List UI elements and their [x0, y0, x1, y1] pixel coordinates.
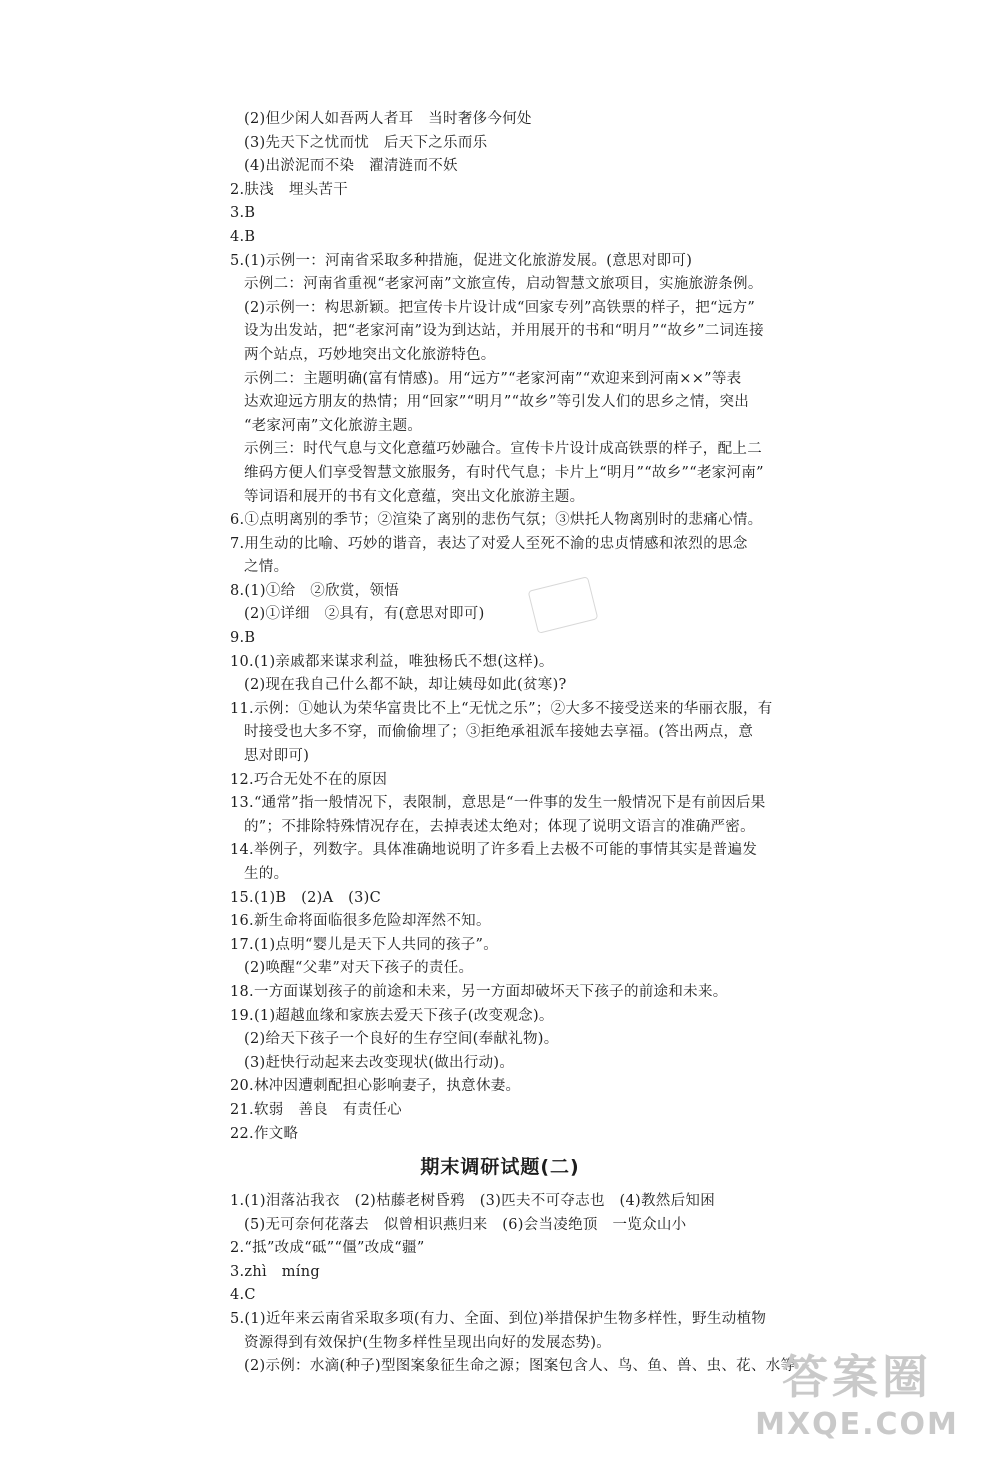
answer-line: 8.(1)①给 ②欣赏，领悟	[230, 582, 400, 599]
answer-line: 14.举例子，列数字。具体准确地说明了许多看上去极不可能的事情其实是普遍发	[230, 842, 758, 859]
answer-line: (3)先天下之忧而忧 后天下之乐而乐	[244, 134, 488, 151]
answer-line: 4.C	[230, 1287, 256, 1304]
answer-line: 6.①点明离别的季节；②渲染了离别的悲伤气氛；③烘托人物离别时的悲痛心情。	[230, 512, 763, 529]
answer-line: 19.(1)超越血缘和家族去爱天下孩子(改变观念)。	[230, 1007, 554, 1024]
answer-line: 生的。	[244, 866, 289, 882]
answer-line: (2)给天下孩子一个良好的生存空间(奉献礼物)。	[244, 1031, 559, 1048]
answer-line: 的”；不排除特殊情况存在，去掉表述太绝对；体现了说明文语言的准确严密。	[244, 818, 755, 835]
answer-line: 9.B	[230, 630, 256, 647]
answer-line: 21.软弱 善良 有责任心	[230, 1101, 402, 1118]
answer-line: 3.zhì míng	[230, 1263, 320, 1280]
answer-line: 1.(1)泪落沾我衣 (2)枯藤老树昏鸦 (3)匹夫不可夺志也 (4)教然后知困	[230, 1193, 715, 1209]
answer-line: 维码方便人们享受智慧文旅服务，有时代气息；卡片上“明月”“故乡”“老家河南”	[244, 464, 764, 481]
answer-line: 等词语和展开的书有文化意蕴，突出文化旅游主题。	[244, 488, 585, 505]
answer-line: 两个站点，巧妙地突出文化旅游特色。	[244, 346, 496, 363]
answer-line: 15.(1)B (2)A (3)C	[230, 889, 381, 906]
section-title: 期末调研试题(二)	[420, 1156, 580, 1178]
answer-list-part1	[230, 108, 790, 1146]
answer-line: 5.(1)近年来云南省采取多项(有力、全面、到位)举措保护生物多样性，野生动植物	[230, 1310, 767, 1327]
answer-line: 时接受也大多不穿，而偷偷埋了；③拒绝承祖派车接她去享福。(答出两点，意	[244, 724, 754, 741]
answer-line: 设为出发站，把“老家河南”设为到达站，并用展开的书和“明月”“故乡”二词连接	[244, 323, 764, 340]
answer-line: 2.“抵”改成“砥”“僵”改成“疆”	[230, 1240, 425, 1257]
answer-line: 示例二：主题明确(富有情感)。用“远方”“老家河南”“欢迎来到河南××”等表	[244, 370, 742, 387]
answer-line: (4)出淤泥而不染 濯清涟而不妖	[244, 158, 458, 175]
answer-line: (2)但少闲人如吾两人者耳 当时奢侈今何处	[244, 111, 532, 127]
watermark-text-top: 答案圈	[782, 1350, 932, 1404]
answer-line: (2)示例一：构思新颖。把宣传卡片设计成“回家专列”高铁票的样子，把“远方”	[244, 299, 756, 316]
answer-line: (2)唤醒“父辈”对天下孩子的责任。	[244, 960, 474, 977]
answer-line: 16.新生命将面临很多危险却浑然不知。	[230, 913, 491, 930]
answer-line: (3)赶快行动起来去改变现状(做出行动)。	[244, 1054, 515, 1071]
answer-line: 4.B	[230, 228, 256, 245]
answer-line: 18.一方面谋划孩子的前途和未来，另一方面却破坏天下孩子的前途和未来。	[230, 983, 728, 1000]
answer-line: 资源得到有效保护(生物多样性呈现出向好的发展态势)。	[244, 1334, 612, 1351]
answer-line: 10.(1)亲戚都来谋求利益，唯独杨氏不想(这样)。	[230, 653, 554, 670]
answer-line: 5.(1)示例一：河南省采取多种措施，促进文化旅游发展。(意思对即可)	[230, 252, 693, 269]
answer-line: 2.肤浅 埋头苦干	[230, 181, 349, 198]
answer-line: 7.用生动的比喻、巧妙的谐音，表达了对爱人至死不渝的忠贞情感和浓烈的思念	[230, 535, 748, 552]
answer-line: (2)现在我自己什么都不缺，却让姨母如此(贫寒)?	[244, 677, 567, 694]
answer-line: 11.示例：①她认为荣华富贵比不上“无忧之乐”；②大多不接受送来的华丽衣服，有	[230, 700, 773, 717]
answer-line: 13.“通常”指一般情况下，表限制，意思是“一件事的发生一般情况下是有前因后果	[230, 795, 766, 812]
answer-line: (2)示例：水滴(种子)型图案象征生命之源；图案包含人、鸟、鱼、兽、虫、花、水等	[244, 1358, 796, 1375]
answer-list-part2	[230, 1190, 796, 1379]
answer-line: 达欢迎远方朋友的热情；用“回家”“明月”“故乡”等引发人们的思乡之情，突出	[244, 394, 750, 411]
answer-line: 20.林冲因遭刺配担心影响妻子，执意休妻。	[230, 1078, 521, 1095]
answer-line: 示例三：时代气息与文化意蕴巧妙融合。宣传卡片设计成高铁票的样子，配上二	[244, 441, 762, 458]
answer-line: 之情。	[244, 559, 289, 576]
answer-line: 22.作文略	[230, 1125, 299, 1142]
answer-line: 3.B	[230, 205, 256, 222]
answer-line: “老家河南”文化旅游主题。	[244, 417, 423, 434]
watermark-text-bottom: MXQE.COM	[755, 1407, 959, 1442]
answer-line: 12.巧合无处不在的原因	[230, 771, 388, 788]
answer-line: 17.(1)点明“婴儿是天下人共同的孩子”。	[230, 936, 499, 953]
watermark-logo	[742, 1347, 972, 1457]
answer-line: 示例二：河南省重视“老家河南”文旅宣传，启动智慧文旅项目，实施旅游条例。	[244, 276, 763, 293]
answer-line: 思对即可)	[244, 748, 310, 765]
answer-line: (5)无可奈何花落去 似曾相识燕归来 (6)会当凌绝顶 一览众山小	[244, 1216, 687, 1233]
answer-line: (2)①详细 ②具有，有(意思对即可)	[244, 606, 485, 623]
